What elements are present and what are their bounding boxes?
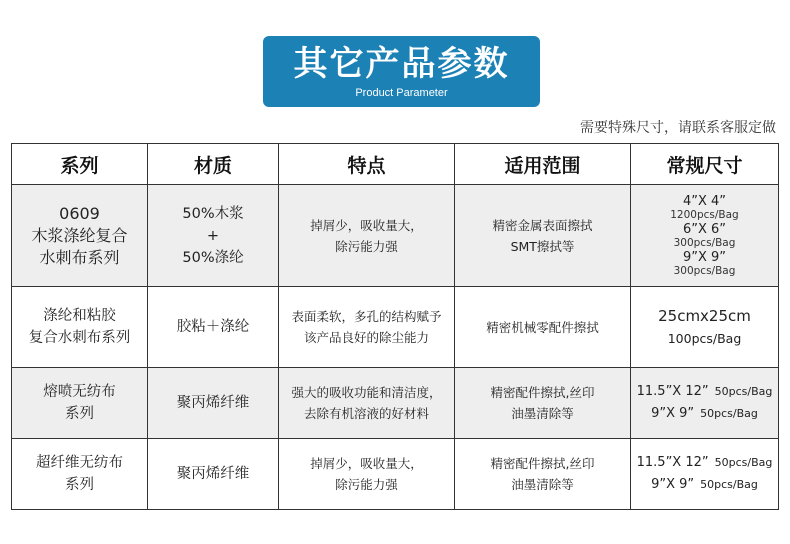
features-line: 表面柔软，多孔的结构赋予 [291, 309, 442, 324]
size-quantity: 50pcs/Bag [700, 407, 758, 420]
size-line [651, 474, 758, 496]
usage-line: 精密机械零配件擦拭 [486, 319, 599, 335]
size-value: 9”X 9” [651, 406, 695, 421]
size-value: 6”X 6” [682, 221, 727, 237]
size-value: 11.5”X 12” [636, 455, 709, 470]
features-line: 去除有机溶液的好材料 [303, 406, 429, 421]
series-line: 熔喷无纺布 [43, 384, 116, 400]
title-banner [263, 36, 540, 107]
page-subtitle: Product Parameter [355, 87, 448, 99]
features-cell [279, 439, 455, 510]
usage-line: 精密金属表面擦拭 [492, 217, 593, 233]
material-cell [148, 368, 279, 439]
features-line: 强大的吸收功能和清洁度， [291, 385, 442, 400]
series-line: 水刺布系列 [39, 247, 120, 267]
usage-line: SMT擦拭等 [510, 238, 575, 254]
series-line: 木浆涤纶复合 [31, 225, 128, 245]
material-line: 胶粘＋涤纶 [176, 319, 250, 335]
size-quantity: 50pcs/Bag [714, 385, 773, 398]
features-cell [279, 287, 455, 368]
series-line: 复合水刺布系列 [28, 330, 131, 346]
material-cell [148, 439, 279, 510]
sizes-cell [631, 368, 779, 439]
size-quantity: 300pcs/Bag [673, 236, 736, 249]
sizes-cell [631, 185, 779, 287]
features-cell [279, 185, 455, 287]
sizes-cell [631, 439, 779, 510]
size-quantity: 50pcs/Bag [700, 478, 758, 491]
material-line: 50%木浆 [182, 205, 244, 222]
series-cell [12, 185, 148, 287]
size-quantity: 100pcs/Bag [667, 331, 742, 346]
sizes-cell [631, 287, 779, 368]
header-series: 系列 [12, 144, 148, 185]
material-line: + [206, 227, 220, 244]
series-line: 0609 [59, 203, 100, 223]
material-line: 聚丙烯纤维 [176, 466, 250, 482]
header-sizes: 常规尺寸 [631, 144, 779, 185]
usage-line: 精密配件擦拭,丝印 [490, 385, 595, 400]
size-quantity: 50pcs/Bag [714, 456, 773, 469]
size-line [651, 403, 758, 425]
features-line: 除污能力强 [335, 238, 398, 254]
series-line: 系列 [65, 406, 94, 422]
table-row [12, 185, 779, 287]
material-line: 50%涤纶 [182, 249, 244, 266]
usage-cell [455, 287, 631, 368]
product-parameter-table [11, 143, 779, 510]
usage-line: 精密配件擦拭,丝印 [490, 456, 595, 471]
table-row [12, 368, 779, 439]
features-line: 该产品良好的除尘能力 [303, 330, 429, 345]
size-value: 9”X 9” [682, 249, 727, 265]
series-line: 超纤维无纺布 [36, 455, 123, 471]
series-line: 系列 [65, 477, 94, 493]
table-header-row [12, 144, 779, 185]
series-cell [12, 368, 148, 439]
size-quantity: 1200pcs/Bag [670, 208, 739, 221]
size-value: 4”X 4” [682, 193, 727, 209]
size-value: 25cmx25cm [658, 307, 751, 325]
usage-line: 油墨清除等 [511, 406, 574, 421]
series-line: 涤纶和粘胶 [43, 308, 116, 324]
usage-cell [455, 185, 631, 287]
features-line: 除污能力强 [335, 477, 398, 492]
size-value: 9”X 9” [651, 477, 695, 492]
features-line: 掉屑少，吸收量大， [310, 456, 423, 471]
size-line [637, 452, 773, 474]
features-cell [279, 368, 455, 439]
header-usage: 适用范围 [455, 144, 631, 185]
header-material: 材质 [148, 144, 279, 185]
custom-size-note: 需要特殊尺寸，请联系客服定做 [580, 120, 776, 136]
usage-cell [455, 368, 631, 439]
material-cell [148, 185, 279, 287]
series-cell [12, 287, 148, 368]
size-quantity: 300pcs/Bag [673, 264, 736, 277]
page-title: 其它产品参数 [293, 44, 510, 84]
material-cell [148, 287, 279, 368]
header-features: 特点 [279, 144, 455, 185]
series-cell [12, 439, 148, 510]
usage-line: 油墨清除等 [511, 477, 574, 492]
material-line: 聚丙烯纤维 [176, 395, 250, 411]
table-row [12, 439, 779, 510]
size-value: 11.5”X 12” [636, 384, 709, 399]
usage-cell [455, 439, 631, 510]
features-line: 掉屑少，吸收量大， [310, 217, 423, 233]
table-row [12, 287, 779, 368]
size-line [637, 381, 773, 403]
